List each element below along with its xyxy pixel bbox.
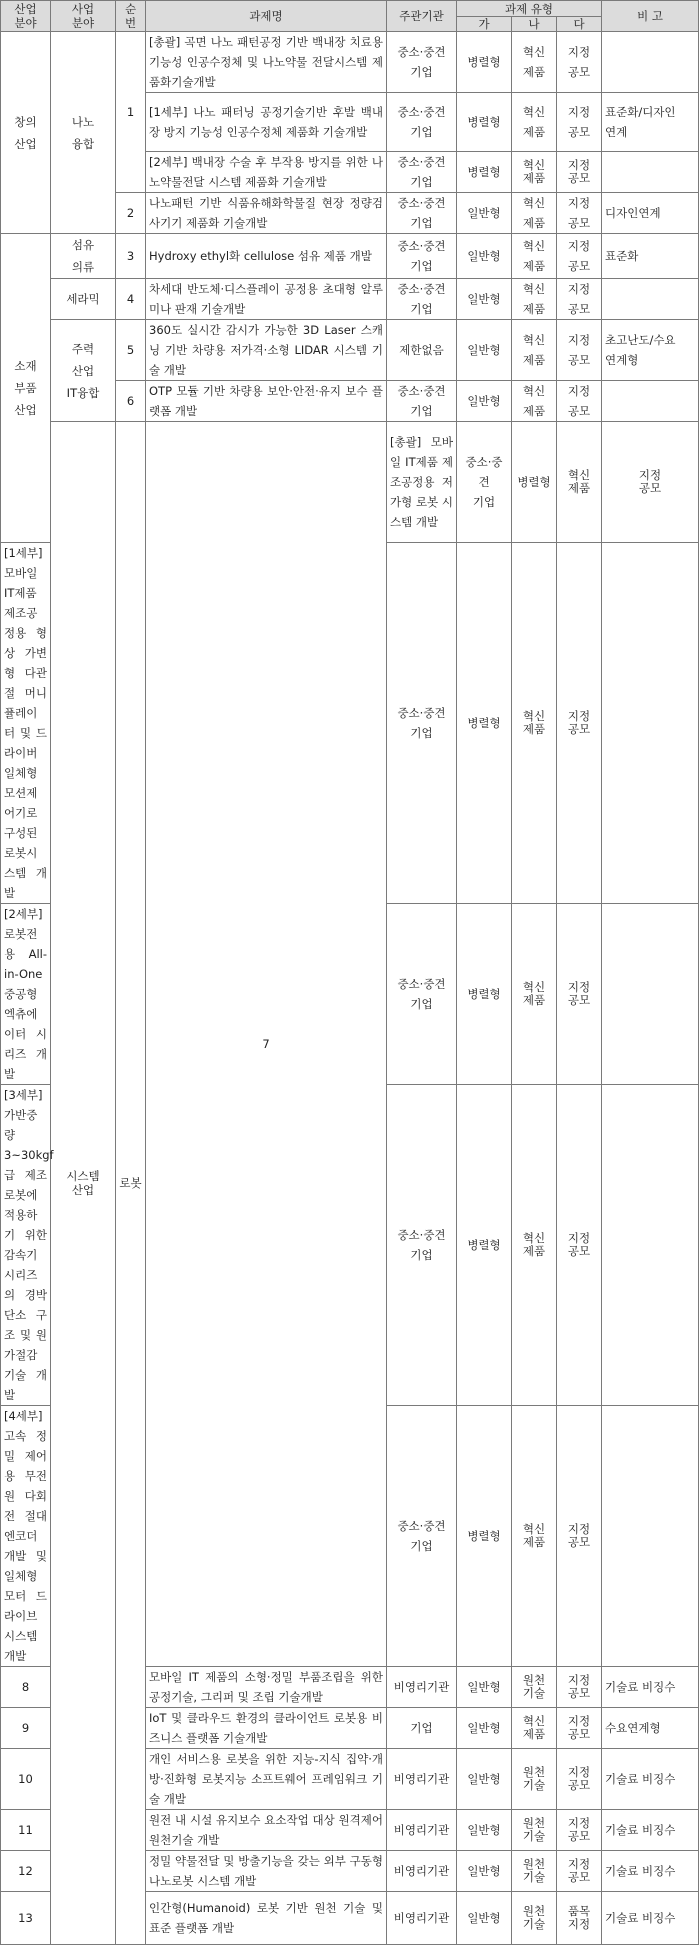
type-na-cell: 원천 기술: [512, 1749, 557, 1810]
task-title: 인간형(Humanoid) 로봇 기반 원천 기술 및 표준 플랫폼 개발: [146, 1892, 387, 1945]
task-title: OTP 모듈 기반 차량용 보안·안전·유지 보수 플랫폼 개발: [146, 381, 387, 422]
table-row: [1, 234, 699, 279]
header-task-name: 과제명: [146, 1, 387, 32]
type-da-cell: 지정 공모: [557, 93, 602, 152]
type-na-cell: 혁신 제품: [512, 279, 557, 320]
task-title: 모바일 IT 제품의 소형·정밀 부품조립을 위한 공정기술, 그리퍼 및 조립 기술개발: [146, 1667, 387, 1708]
type-na-cell: 원천 기술: [512, 1851, 557, 1892]
type-na-cell: 혁신 제품: [512, 1085, 557, 1406]
type-da-cell: 지정 공모: [557, 234, 602, 279]
note-cell: [602, 543, 699, 904]
type-na-cell: 혁신 제품: [512, 1708, 557, 1749]
note-cell: 표준화/디자인 연계: [602, 93, 699, 152]
type-da-cell: 지정 공모: [557, 279, 602, 320]
type-da-cell: 지정 공모: [557, 152, 602, 193]
type-da-cell: 지정 공모: [557, 381, 602, 422]
table-row: [1, 279, 699, 320]
host-cell: 중소·중견 기업: [387, 152, 457, 193]
host-cell: 비영리기관: [387, 1667, 457, 1708]
note-cell: 기술료 비징수: [602, 1667, 699, 1708]
note-cell: 기술료 비징수: [602, 1749, 699, 1810]
host-cell: 비영리기관: [387, 1810, 457, 1851]
host-cell: 중소·중견 기업: [387, 93, 457, 152]
host-cell: 중소·중견 기업: [387, 234, 457, 279]
host-cell: 중소·중견 기업: [387, 1406, 457, 1667]
host-cell: 비영리기관: [387, 1851, 457, 1892]
task-title: 정밀 약물전달 및 방출기능을 갖는 외부 구동형 나노로봇 시스템 개발: [146, 1851, 387, 1892]
task-title: [3세부] 가반중량 3~30kgf급 제조로봇에 적용하기 위한 감속기 시리즈의 경박 단소 구조 및 원가절감 기술 개발: [1, 1085, 51, 1406]
type-ga-cell: 병렬형: [512, 422, 557, 543]
type-ga-cell: 일반형: [457, 1667, 512, 1708]
note-cell: 초고난도/수요 연계형: [602, 320, 699, 381]
note-cell: [602, 1406, 699, 1667]
business-cell: 로봇: [116, 422, 146, 1945]
industry-cell: 소재 부품 산업: [1, 234, 51, 543]
type-da-cell: 지정 공모: [602, 422, 699, 543]
host-cell: 기업: [387, 1708, 457, 1749]
type-na-cell: 혁신 제품: [512, 543, 557, 904]
order-cell: 6: [116, 381, 146, 422]
business-cell: 세라믹: [51, 279, 116, 320]
type-na-cell: 혁신 제품: [512, 32, 557, 93]
task-title: 원전 내 시설 유지보수 요소작업 대상 원격제어 원천기술 개발: [146, 1810, 387, 1851]
note-cell: 기술료 비징수: [602, 1851, 699, 1892]
type-ga-cell: 일반형: [457, 1810, 512, 1851]
type-ga-cell: 일반형: [457, 320, 512, 381]
task-title: 360도 실시간 감시가 가능한 3D Laser 스캐닝 기반 차량용 저가격·소형 LIDAR 시스템 기술 개발: [146, 320, 387, 381]
header-type-da: 다: [557, 17, 602, 32]
order-cell: 11: [1, 1810, 51, 1851]
task-title: [1세부] 나노 패터닝 공정기술기반 후발 백내장 방지 기능성 인공수정체 제품화 기술개발: [146, 93, 387, 152]
type-na-cell: 원천 기술: [512, 1892, 557, 1945]
type-da-cell: 지정 공모: [557, 904, 602, 1085]
order-cell: 8: [1, 1667, 51, 1708]
table-row: [1, 32, 699, 93]
type-da-cell: 지정 공모: [557, 320, 602, 381]
host-cell: 중소·중견 기업: [387, 1085, 457, 1406]
host-cell: 중소·중견 기업: [457, 422, 512, 543]
order-cell: 3: [116, 234, 146, 279]
type-na-cell: 원천 기술: [512, 1810, 557, 1851]
note-cell: [602, 152, 699, 193]
type-na-cell: 혁신 제품: [512, 904, 557, 1085]
business-cell: 주력 산업 IT융합: [51, 320, 116, 422]
type-da-cell: 지정 공모: [557, 1749, 602, 1810]
host-cell: 중소·중견 기업: [387, 193, 457, 234]
host-cell: 비영리기관: [387, 1892, 457, 1945]
industry-cell: 시스템 산업: [51, 422, 116, 1945]
order-cell: 9: [1, 1708, 51, 1749]
type-ga-cell: 병렬형: [457, 904, 512, 1085]
task-title: [총괄] 곡면 나노 패턴공정 기반 백내장 치료용 기능성 인공수정체 및 나노약물 전달시스템 제품화기술개발: [146, 32, 387, 93]
order-cell: 5: [116, 320, 146, 381]
order-cell: 12: [1, 1851, 51, 1892]
task-title: [2세부] 로봇전용 All-in-One 중공형 엑츄에이터 시리즈 개발: [1, 904, 51, 1085]
type-na-cell: 혁신 제품: [512, 381, 557, 422]
order-cell: 7: [146, 422, 387, 1667]
note-cell: 수요연계형: [602, 1708, 699, 1749]
task-title: [2세부] 백내장 수술 후 부작용 방지를 위한 나노약물전달 시스템 제품화 기술개발: [146, 152, 387, 193]
type-ga-cell: 병렬형: [457, 1406, 512, 1667]
task-title: 나노패턴 기반 식품유해화학물질 현장 정량검사기기 제품화 기술개발: [146, 193, 387, 234]
task-title: Hydroxy ethyl화 cellulose 섬유 제품 개발: [146, 234, 387, 279]
table-row: [1, 422, 699, 543]
header-type-ga: 가: [457, 17, 512, 32]
note-cell: [602, 381, 699, 422]
type-ga-cell: 일반형: [457, 193, 512, 234]
type-da-cell: 지정 공모: [557, 1406, 602, 1667]
type-da-cell: 지정 공모: [557, 543, 602, 904]
header-business: 사업 분야: [51, 1, 116, 32]
header-industry: 산업 분야: [1, 1, 51, 32]
business-cell: 나노 융합: [51, 32, 116, 234]
type-ga-cell: 병렬형: [457, 32, 512, 93]
type-na-cell: 혁신 제품: [512, 320, 557, 381]
industry-cell: 창의 산업: [1, 32, 51, 234]
type-ga-cell: 일반형: [457, 1892, 512, 1945]
header-task-type: 과제 유형: [457, 1, 602, 17]
note-cell: [602, 32, 699, 93]
host-cell: 중소·중견 기업: [387, 543, 457, 904]
type-ga-cell: 일반형: [457, 381, 512, 422]
type-ga-cell: 병렬형: [457, 152, 512, 193]
type-da-cell: 지정 공모: [557, 193, 602, 234]
header-note: 비 고: [602, 1, 699, 32]
task-title: 개인 서비스용 로봇을 위한 지능-지식 집약·개방·진화형 로봇지능 소프트웨어 프레임워크 기술 개발: [146, 1749, 387, 1810]
note-cell: [602, 904, 699, 1085]
order-cell: 1: [116, 32, 146, 193]
type-ga-cell: 일반형: [457, 279, 512, 320]
note-cell: [602, 1085, 699, 1406]
type-da-cell: 지정 공모: [557, 1085, 602, 1406]
type-na-cell: 혁신 제품: [512, 234, 557, 279]
note-cell: 디자인연계: [602, 193, 699, 234]
table-row: [1, 320, 699, 381]
type-na-cell: 원천 기술: [512, 1667, 557, 1708]
type-da-cell: 지정 공모: [557, 32, 602, 93]
header-order: 순 번: [116, 1, 146, 32]
header-host: 주관기관: [387, 1, 457, 32]
type-da-cell: 지정 공모: [557, 1851, 602, 1892]
host-cell: 중소·중견 기업: [387, 279, 457, 320]
note-cell: 표준화: [602, 234, 699, 279]
order-cell: 2: [116, 193, 146, 234]
type-ga-cell: 일반형: [457, 1851, 512, 1892]
type-ga-cell: 병렬형: [457, 1085, 512, 1406]
business-cell: 섬유 의류: [51, 234, 116, 279]
order-cell: 13: [1, 1892, 51, 1945]
type-na-cell: 혁신 제품: [512, 1406, 557, 1667]
task-title: [총괄] 모바일 IT제품 제조공정용 저가형 로봇 시스템 개발: [387, 422, 457, 543]
task-title: [1세부] 모바일 IT제품 제조공정용 형상 가변형 다관절 머니퓰레이터 및 드라이버 일체형 모션제어기로 구성된 로봇시스템 개발: [1, 543, 51, 904]
type-na-cell: 혁신 제품: [512, 193, 557, 234]
type-da-cell: 지정 공모: [557, 1667, 602, 1708]
host-cell: 비영리기관: [387, 1749, 457, 1810]
note-cell: [602, 279, 699, 320]
type-na-cell: 혁신 제품: [512, 93, 557, 152]
type-ga-cell: 병렬형: [457, 543, 512, 904]
host-cell: 제한없음: [387, 320, 457, 381]
type-da-cell: 지정 공모: [557, 1810, 602, 1851]
header-row: [1, 1, 699, 17]
type-ga-cell: 일반형: [457, 234, 512, 279]
task-title: [4세부] 고속 정밀 제어용 무전원 다회전 절대 엔코더 개발 및 일체형 모터 드라이브 시스템 개발: [1, 1406, 51, 1667]
type-ga-cell: 병렬형: [457, 93, 512, 152]
type-na-cell: 혁신 제품: [512, 152, 557, 193]
host-cell: 중소·중견 기업: [387, 32, 457, 93]
type-na-cell: 혁신 제품: [557, 422, 602, 543]
note-cell: 기술료 비징수: [602, 1892, 699, 1945]
host-cell: 중소·중견 기업: [387, 904, 457, 1085]
type-ga-cell: 일반형: [457, 1708, 512, 1749]
note-cell: 기술료 비징수: [602, 1810, 699, 1851]
task-title: IoT 및 클라우드 환경의 클라이언트 로봇용 비즈니스 플랫폼 기술개발: [146, 1708, 387, 1749]
order-cell: 10: [1, 1749, 51, 1810]
host-cell: 중소·중견 기업: [387, 381, 457, 422]
type-da-cell: 품목 지정: [557, 1892, 602, 1945]
header-type-na: 나: [512, 17, 557, 32]
order-cell: 4: [116, 279, 146, 320]
type-da-cell: 지정 공모: [557, 1708, 602, 1749]
task-title: 차세대 반도체·디스플레이 공정용 초대형 알루미나 판재 기술개발: [146, 279, 387, 320]
type-ga-cell: 일반형: [457, 1749, 512, 1810]
